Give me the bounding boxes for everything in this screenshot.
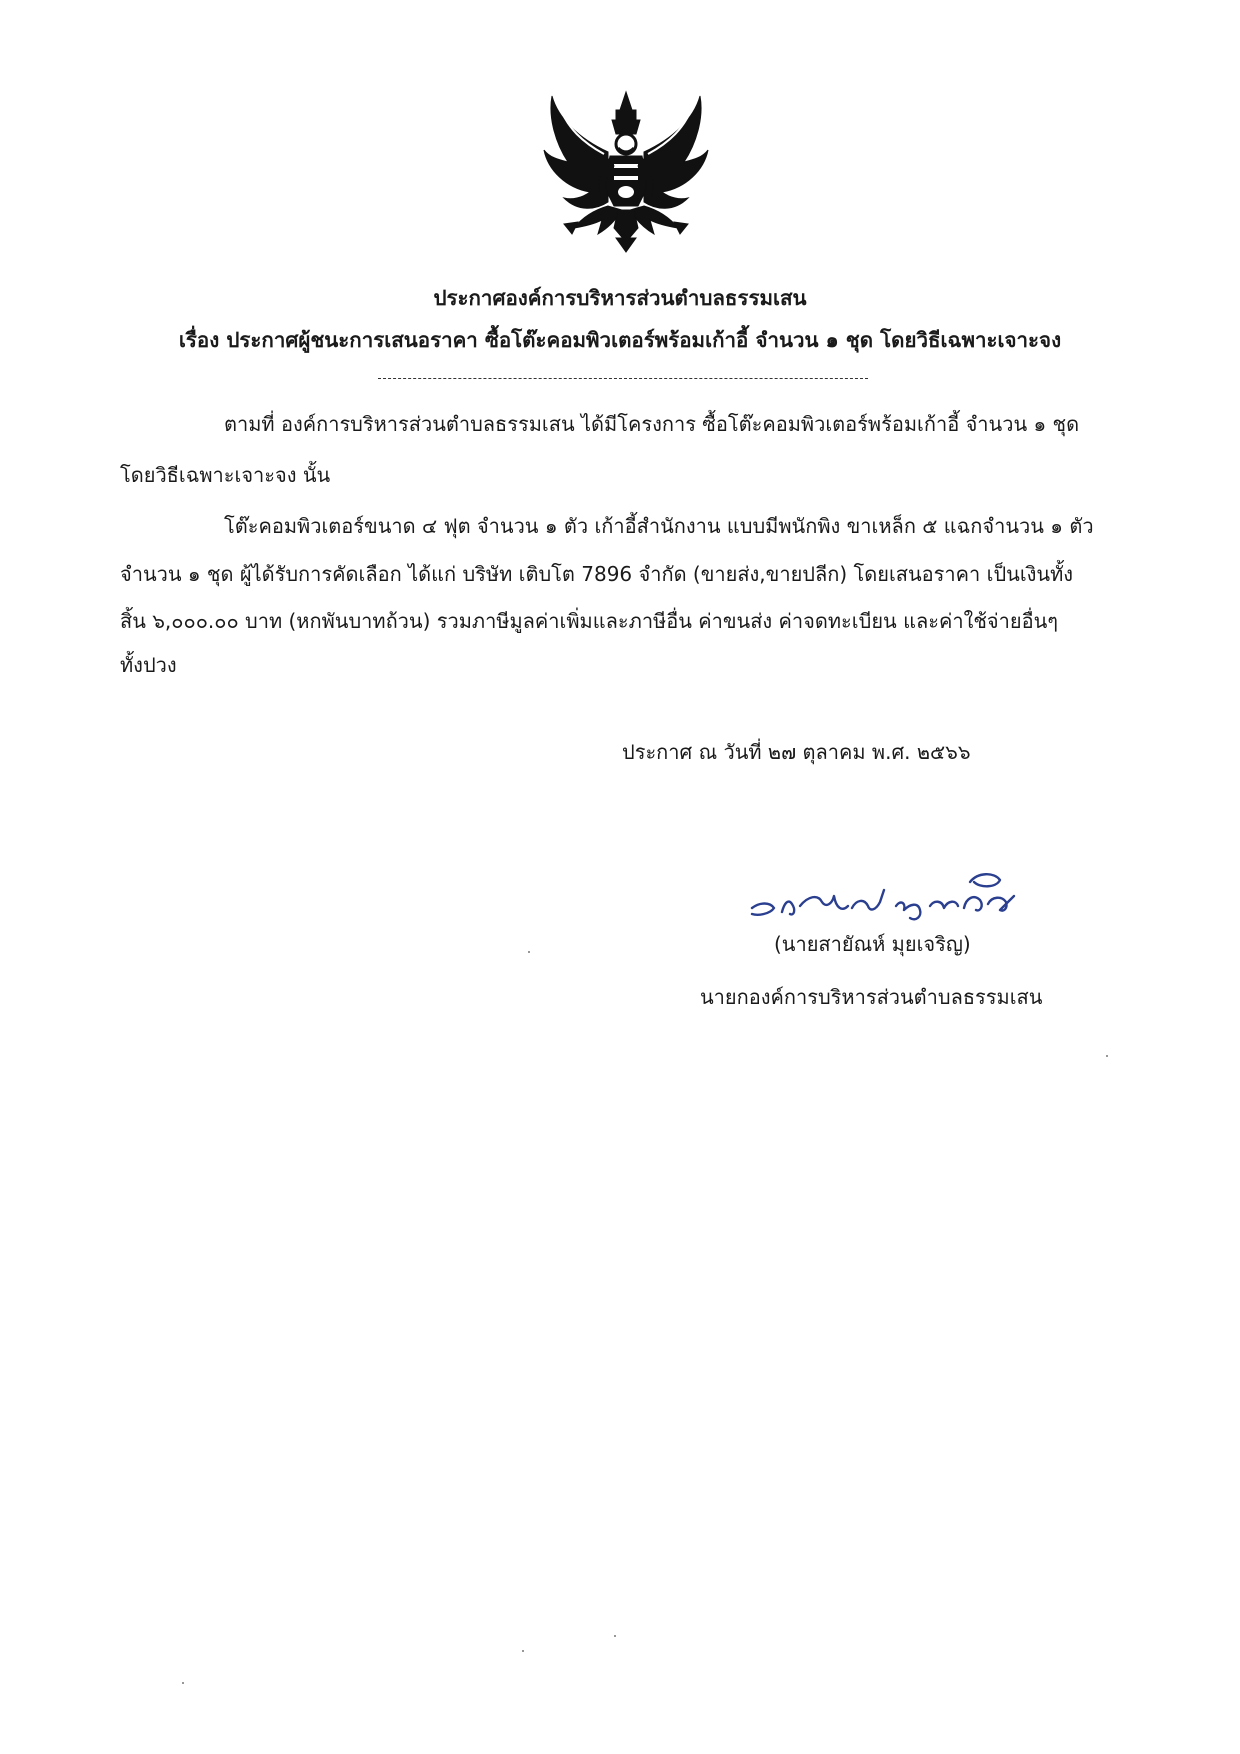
title-separator [378,378,868,379]
scan-speck [182,1682,184,1684]
paragraph1-line: โดยวิธีเฉพาะเจาะจง นั้น [120,463,331,487]
scan-speck [522,1650,524,1652]
garuda-emblem-icon [538,88,714,256]
announcement-title: ประกาศองค์การบริหารส่วนตำบลธรรมเสน [433,286,807,310]
paragraph2-line: โต๊ะคอมพิวเตอร์ขนาด ๔ ฟุต จำนวน ๑ ตัว เก้าอี้สำนักงาน แบบมีพนักพิง ขาเหล็ก ๕ แฉกจำนวน ๑ ตัว [224,514,1094,538]
scan-speck [1106,1055,1108,1057]
handwritten-signature-icon [744,856,1026,932]
announcement-date: ประกาศ ณ วันที่ ๒๗ ตุลาคม พ.ศ. ๒๕๖๖ [622,740,971,764]
announcement-subject: เรื่อง ประกาศผู้ชนะการเสนอราคา ซื้อโต๊ะคอมพิวเตอร์พร้อมเก้าอี้ จำนวน ๑ ชุด โดยวิธีเฉพาะเจาะจง [178,328,1062,352]
paragraph2-line: จำนวน ๑ ชุด ผู้ได้รับการคัดเลือก ได้แก่ บริษัท เติบโต 7896 จำกัด (ขายส่ง,ขายปลีก) โดยเสนอราคา เป็นเงินทั้ง [120,562,1074,586]
scan-speck [614,1635,616,1637]
signer-position: นายกองค์การบริหารส่วนตำบลธรรมเสน [700,985,1043,1009]
scan-speck [528,951,530,953]
paragraph2-line: ทั้งปวง [120,653,177,677]
signer-name: (นายสายัณห์ มุยเจริญ) [774,932,971,956]
paragraph2-line: สิ้น ๖,๐๐๐.๐๐ บาท (หกพันบาทถ้วน) รวมภาษีมูลค่าเพิ่มและภาษีอื่น ค่าขนส่ง ค่าจดทะเบียน และค่าใช้จ่ายอื่นๆ [120,609,1059,633]
paragraph1-line: ตามที่ องค์การบริหารส่วนตำบลธรรมเสน ได้มีโครงการ ซื้อโต๊ะคอมพิวเตอร์พร้อมเก้าอี้ จำนวน ๑ ชุด [224,412,1080,436]
